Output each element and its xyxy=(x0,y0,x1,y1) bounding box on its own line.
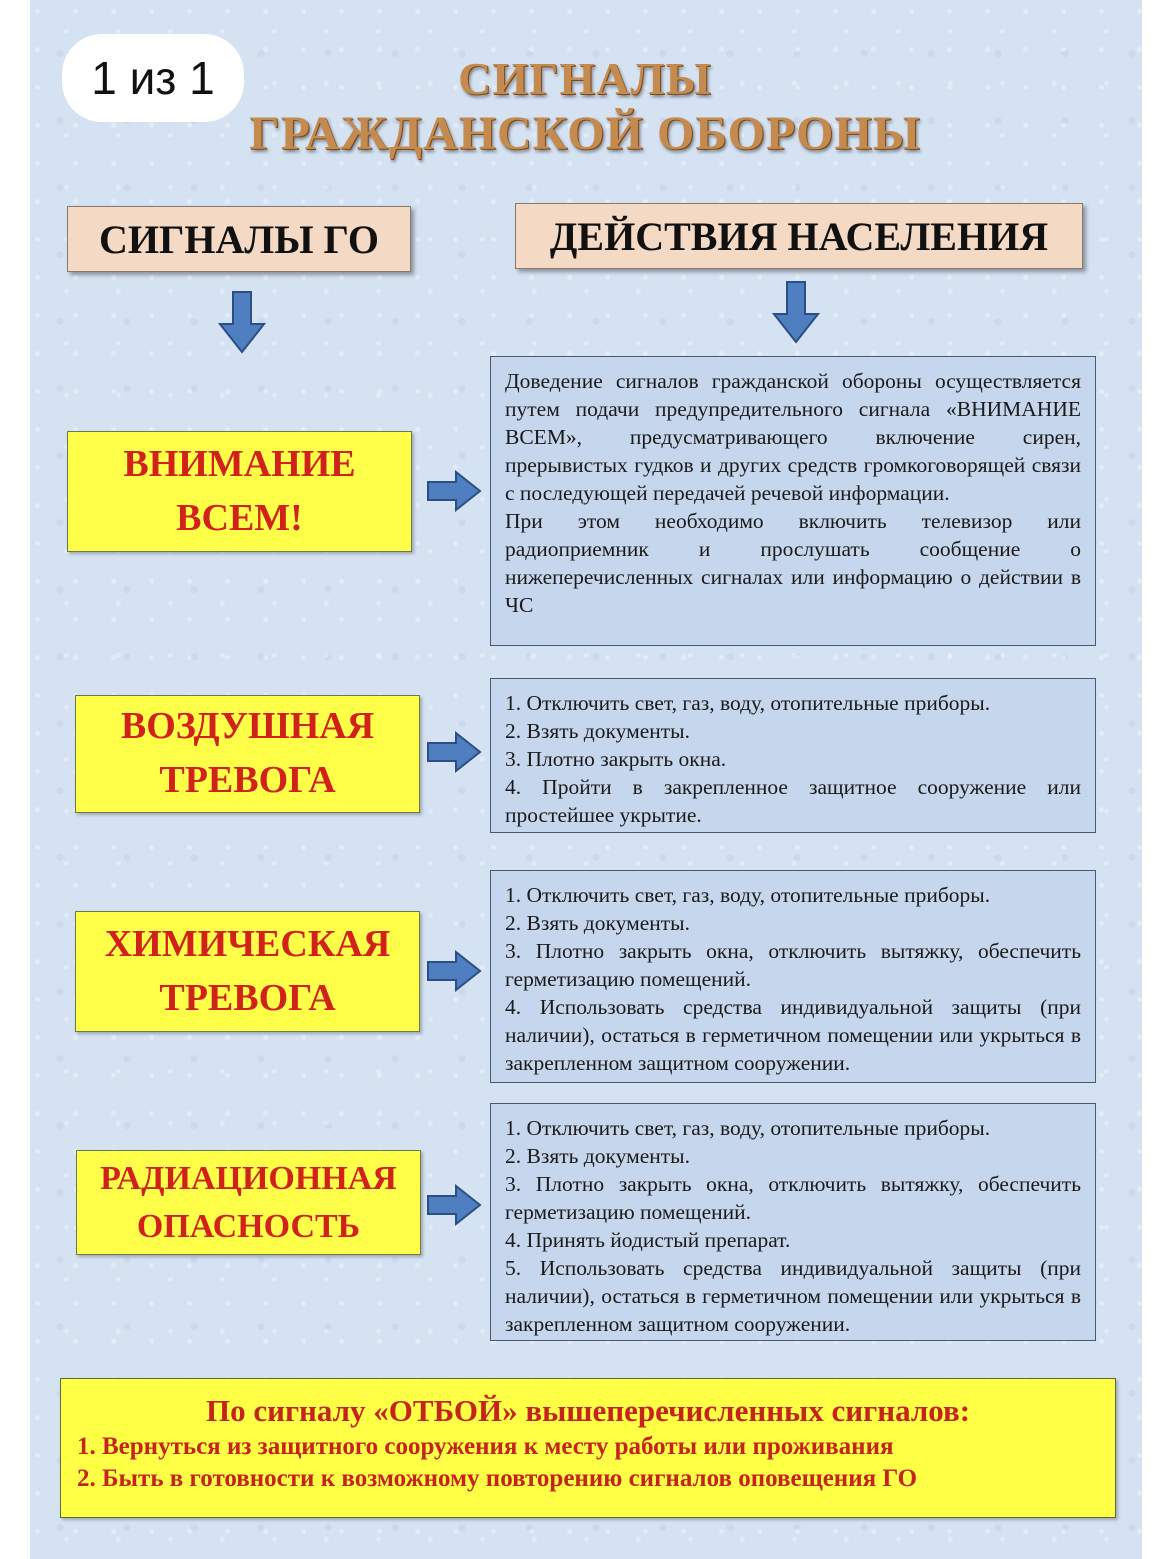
signal-label-line: ВНИМАНИЕ xyxy=(123,442,356,485)
action-box-chemical xyxy=(490,870,1096,1083)
action-item: 2. Взять документы. xyxy=(505,1144,690,1168)
signal-label-line: ТРЕВОГА xyxy=(159,976,336,1019)
signal-label-line: ХИМИЧЕСКАЯ xyxy=(104,922,391,965)
all-clear-heading: По сигналу «ОТБОЙ» вышеперечисленных сигналов: xyxy=(205,1393,971,1428)
all-clear-item: 1. Вернуться из защитного сооружения к месту работы или проживания xyxy=(77,1433,894,1460)
action-item: 4. Принять йодистый препарат. xyxy=(505,1228,791,1252)
signal-label-line: РАДИАЦИОННАЯ xyxy=(100,1159,397,1197)
signal-box-air-raid xyxy=(75,695,420,813)
action-item: 4. Пройти в закрепленное защитное сооружение или простейшее укрытие. xyxy=(505,775,1081,827)
action-box-attention xyxy=(490,356,1096,646)
action-item: 1. Отключить свет, газ, воду, отопительные приборы. xyxy=(505,1116,991,1140)
right-arrow-icon xyxy=(426,731,482,773)
action-item: 2. Взять документы. xyxy=(505,911,690,935)
column-header-actions-label: ДЕЙСТВИЯ НАСЕЛЕНИЯ xyxy=(549,213,1049,259)
action-item: 1. Отключить свет, газ, воду, отопительные приборы. xyxy=(505,883,991,907)
action-item: 2. Взять документы. xyxy=(505,719,690,743)
signal-box-radiation xyxy=(76,1150,421,1255)
action-item: 3. Плотно закрыть окна. xyxy=(505,747,727,771)
right-arrow-icon xyxy=(426,950,482,992)
action-paragraph: При этом необходимо включить телевизор или радиоприемник и прослушать сообщение о нижеперечисленных сигналах или информацию о действии в ЧС xyxy=(505,509,1081,617)
all-clear-item: 2. Быть в готовности к возможному повторению сигналов оповещения ГО xyxy=(77,1465,918,1492)
signal-label-line: ОПАСНОСТЬ xyxy=(136,1207,361,1245)
right-arrow-icon xyxy=(426,470,482,512)
action-item: 4. Использовать средства индивидуальной защиты (при наличии), остаться в герметичном помещении или укрыться в закрепленном защитном сооружении. xyxy=(505,995,1081,1075)
action-box-air-raid xyxy=(490,678,1096,833)
signal-label-line: ВСЕМ! xyxy=(176,496,303,539)
page-counter-text: 1 из 1 xyxy=(91,52,215,104)
down-arrow-icon xyxy=(772,280,820,344)
column-header-signals xyxy=(67,206,411,272)
column-header-signals-label: СИГНАЛЫ ГО xyxy=(98,216,380,262)
action-item: 5. Использовать средства индивидуальной защиты (при наличии), остаться в герметичном помещении или укрыться в закрепленном защитном сооружении. xyxy=(505,1256,1081,1336)
signal-box-attention xyxy=(67,431,412,552)
down-arrow-icon xyxy=(218,290,266,354)
signal-label-line: ВОЗДУШНАЯ xyxy=(120,705,375,748)
action-paragraph: Доведение сигналов гражданской обороны осуществляется путем подачи предупредительного сигнала «ВНИМАНИЕ ВСЕМ», предусматривающего включение сирен, прерывистых гудков и других средств громкоговорящей связи с последующей передачей речевой информации. xyxy=(505,369,1081,505)
action-item: 3. Плотно закрыть окна, отключить вытяжку, обеспечить герметизацию помещений. xyxy=(505,939,1081,991)
all-clear-box xyxy=(60,1378,1116,1518)
poster-title-line-2: ГРАЖДАНСКОЙ ОБОРОНЫ xyxy=(249,107,921,160)
poster-title-line-1: СИГНАЛЫ xyxy=(458,53,712,104)
signal-label-line: ТРЕВОГА xyxy=(159,759,336,801)
action-box-radiation xyxy=(490,1103,1096,1341)
right-arrow-icon xyxy=(426,1184,482,1226)
action-item: 3. Плотно закрыть окна, отключить вытяжку, обеспечить герметизацию помещений. xyxy=(505,1172,1081,1224)
signal-box-chemical xyxy=(75,911,420,1032)
column-header-actions xyxy=(515,203,1083,269)
action-item: 1. Отключить свет, газ, воду, отопительные приборы. xyxy=(505,691,991,715)
